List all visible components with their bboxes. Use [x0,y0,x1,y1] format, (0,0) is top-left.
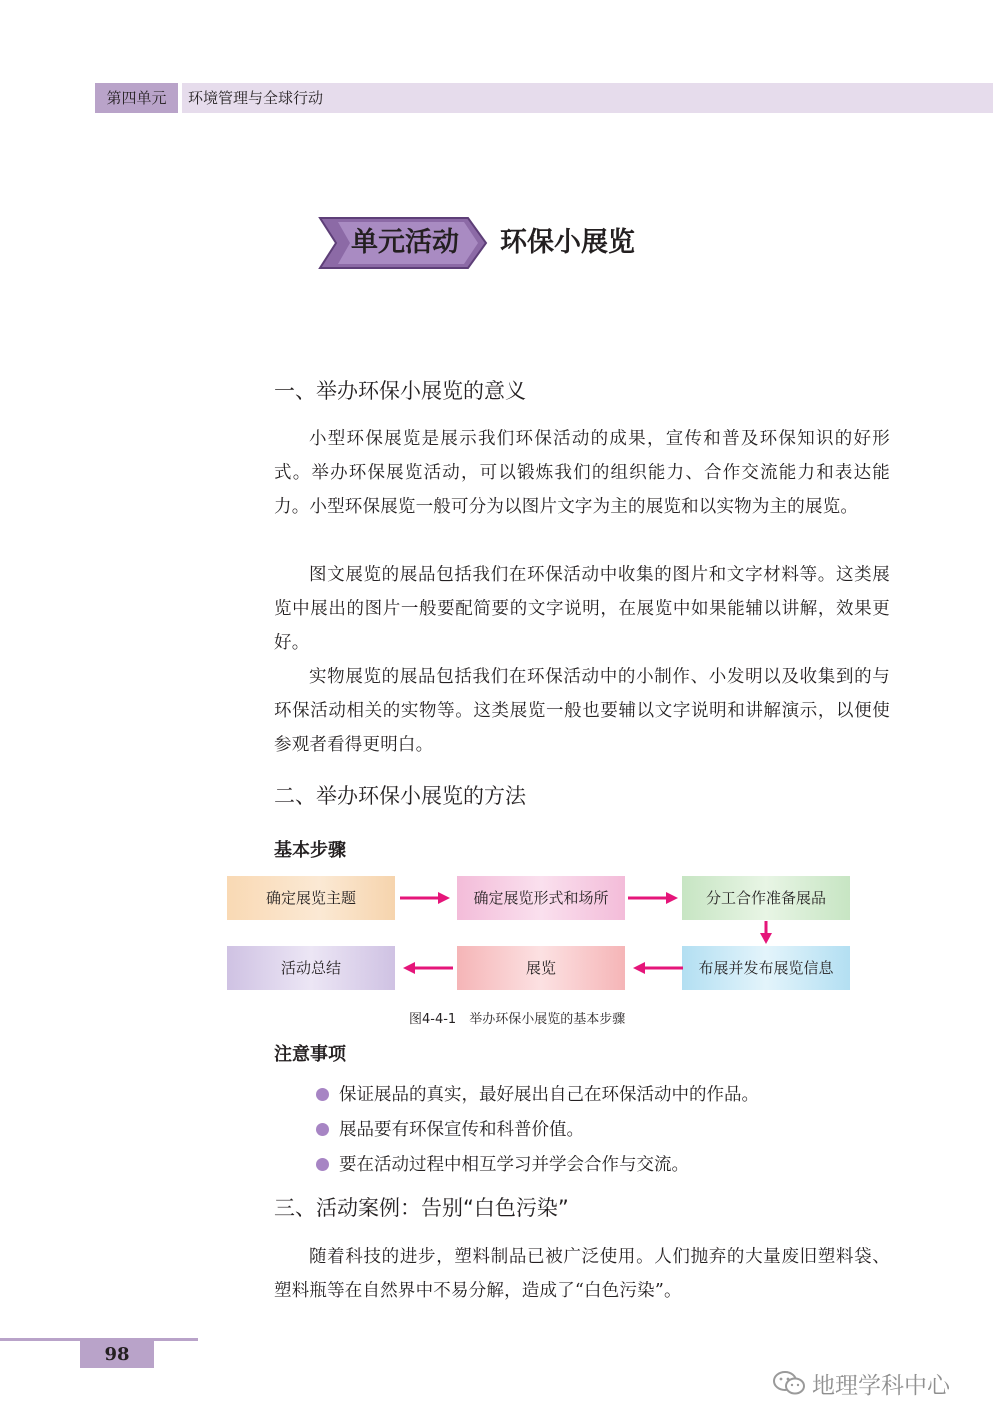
bullet-dot-icon [316,1158,329,1171]
arrow-left-icon [401,960,453,976]
header-title: 环境管理与全球行动 [188,89,324,107]
watermark-text: 地理学科中心 [812,1372,950,1399]
flow-step-4: 布展并发布展览信息 [682,946,850,990]
header-separator [178,83,182,113]
arrow-left-icon [631,960,683,976]
flow-step-6: 活动总结 [227,946,395,990]
bullet-dot-icon [316,1088,329,1101]
figure-caption: 图4-4-1 举办环保小展览的基本步骤 [409,1012,626,1027]
unit-label: 第四单元 [95,83,178,113]
arrow-right-icon [628,890,680,906]
banner-label: 单元活动 [351,227,459,258]
section1-paragraph: 图文展览的展品包括我们在环保活动中收集的图片和文字材料等。这类展览中展出的图片一般要配简要的文字说明，在展览中如果能辅以讲解，效果更好。 [274,565,890,653]
arrow-right-icon [400,890,452,906]
wechat-icon [772,1370,806,1396]
section1-heading: 一、举办环保小展览的意义 [274,379,526,403]
flow-step-1: 确定展览主题 [227,876,395,920]
section3-heading: 三、活动案例：告别“白色污染” [274,1196,569,1220]
notes-list [316,1077,759,1182]
section2-heading: 二、举办环保小展览的方法 [274,784,526,808]
section1-paragraph: 小型环保展览是展示我们环保活动的成果，宣传和普及环保知识的好形式。举办环保展览活动，可以锻炼我们的组织能力、合作交流能力和表达能力。小型环保展览一般可分为以图片文字为主的展览和以实物为主的展览。 [274,429,890,517]
notes-heading: 注意事项 [274,1044,346,1065]
section1-paragraph: 实物展览的展品包括我们在环保活动中的小制作、小发明以及收集到的与环保活动相关的实物等。这类展览一般也要辅以文字说明和讲解演示，以便使参观者看得更明白。 [274,667,890,755]
watermark [772,1365,950,1401]
list-item: 要在活动过程中相互学习并学会合作与交流。 [316,1147,759,1182]
section3-paragraph: 随着科技的进步，塑料制品已被广泛使用。人们抛弃的大量废旧塑料袋、塑料瓶等在自然界中不易分解，造成了“白色污染”。 [274,1247,890,1301]
flow-step-5: 展览 [457,946,625,990]
page-title: 环保小展览 [500,227,635,258]
page-number: 98 [80,1341,154,1368]
list-item: 展品要有环保宣传和科普价值。 [316,1112,759,1147]
arrow-down-icon [758,921,774,945]
flow-step-3: 分工合作准备展品 [682,876,850,920]
steps-heading: 基本步骤 [274,840,346,861]
flow-step-2: 确定展览形式和场所 [457,876,625,920]
list-item: 保证展品的真实，最好展出自己在环保活动中的作品。 [316,1077,759,1112]
bullet-dot-icon [316,1123,329,1136]
